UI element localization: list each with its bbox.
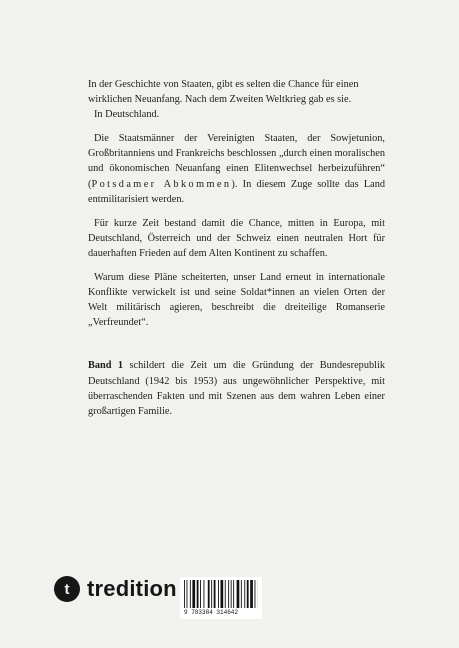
publisher-logo bbox=[54, 576, 177, 602]
series-paragraph: Warum diese Pläne scheiterten, unser Land erneut in internationale Konflikte verwickelt ist und seine Soldat*innen an vielen Orten der Welt militärisch agieren, beschreibt die dreiteilige Romanserie „Verfreundet“. bbox=[88, 272, 385, 329]
germany-line: In Deutschland. bbox=[94, 109, 160, 121]
isbn-barcode bbox=[180, 577, 262, 619]
potsdam-text-end: ). In diesem Zuge sollte das Land entmilitarisiert werden. bbox=[88, 178, 385, 205]
potsdam-text: Die Staatsmänner der Vereinigten Staaten, der Sowjetunion, Großbritanniens und Frankreichs beschlossen „durch einen moralischen und ökonomischen Neuanfang einen Elitenwechsel herbeizuführen“ ( bbox=[88, 133, 385, 190]
barcode-bars bbox=[184, 580, 258, 608]
tredition-logo-icon: t bbox=[54, 576, 80, 602]
volume-paragraph bbox=[88, 358, 385, 418]
publisher-name: tredition bbox=[87, 576, 177, 601]
back-cover-text bbox=[88, 77, 385, 419]
intro-paragraph: In der Geschichte von Staaten, gibt es selten die Chance für einen wirklichen Neuanfang. Nach dem Zweiten Weltkrieg gab es sie. bbox=[88, 79, 359, 106]
potsdam-agreement-term: Potsdamer Abkommen bbox=[91, 178, 232, 190]
potsdam-paragraph bbox=[88, 131, 385, 206]
volume-label: Band 1 bbox=[88, 360, 124, 372]
chance-paragraph: Für kurze Zeit bestand damit die Chance, mitten in Europa, mit Deutschland, Österreich und der Schweiz einen neutralen Hort für dauerhaften Frieden auf dem Alten Kontinent zu schaffen. bbox=[88, 217, 385, 259]
volume-description: schildert die Zeit um die Gründung der Bundesrepublik Deutschland (1942 bis 1953) aus ungewöhnlicher Perspektive, mit überraschenden Fakten und mit Szenen aus dem wahren Leben einer großartigen Familie. bbox=[88, 360, 385, 417]
isbn-digits: 9 783384 314642 bbox=[184, 609, 239, 616]
